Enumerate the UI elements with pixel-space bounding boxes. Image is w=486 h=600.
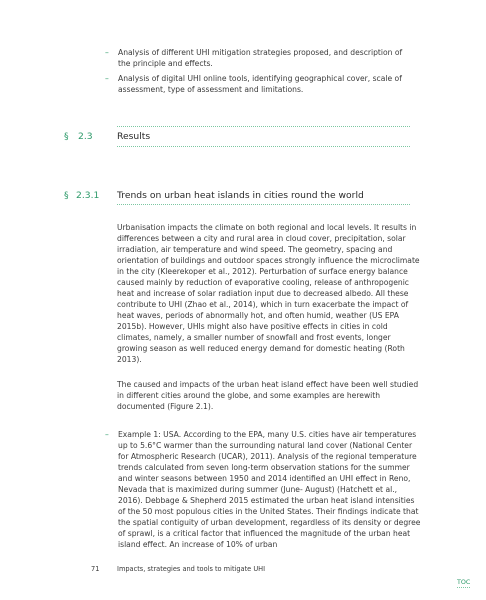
bullet-item (105, 47, 415, 69)
subsection-title: Trends on urban heat islands in cities round the world (117, 190, 364, 201)
bullet-text: Analysis of different UHI mitigation strategies proposed, and description of the principle and effects. (118, 48, 403, 68)
toc-link[interactable]: TOC (457, 578, 471, 586)
section-bottom-rule (117, 146, 410, 147)
subsection-number: 2.3.1 (76, 190, 100, 201)
section-mark: § (64, 131, 69, 142)
bullet-item (105, 73, 415, 95)
subsection-mark: § (64, 190, 69, 201)
bullet-dash: – (105, 48, 109, 57)
bullet-text: Analysis of digital UHI online tools, identifying geographical cover, scale of assessment, type of assessment and limitations. (118, 74, 402, 94)
example-text: Example 1: USA. According to the EPA, many U.S. cities have air temperatures up to 5.6°C warmer than the surrounding natural land cover (National Center for Atmospheric Research (UCAR), 2011). Analysis of the regional temperature trends calculated from seven long-term observation stations for the summer and winter seasons between 1950 and 2014 identified an UHI effect in Reno, Nevada that is maximized during summer (June- August) (Hatchett et al., 2016). Debbage & Shepherd 2015 estimated the urban heat island intensities of the 50 most populous cities in the United States. Their findings indicate that the spatial contiguity of urban development, regardless of its density or degree of sprawl, is a critical factor that influenced the magnitude of the urban heat island effect. An increase of 10% of urban (118, 430, 421, 549)
section-number: 2.3 (78, 131, 93, 142)
section-top-rule (117, 126, 410, 127)
body-paragraph: The caused and impacts of the urban heat island effect have been well studied in different cities around the globe, and some examples are herewith documented (Figure 2.1). (117, 380, 419, 411)
running-footer-title: Impacts, strategies and tools to mitigate UHI (117, 565, 266, 573)
bullet-dash: – (105, 74, 109, 83)
bullet-dash: – (105, 430, 109, 439)
body-paragraph: Urbanisation impacts the climate on both regional and local levels. It results in differences between a city and rural area in cloud cover, precipitation, solar irradiation, air temperature and wind speed. The geometry, spacing and orientation of buildings and outdoor spaces strongly influence the microclimate in the city (Kleerekoper et al., 2012). Perturbation of surface energy balance caused mainly by reduction of evaporative cooling, release of anthropogenic heat and increase of solar radiation input due to decreased albedo. All these contribute to UHI (Zhao et al., 2014), which in turn exacerbate the impact of heat waves, periods of abnormally hot, and often humid, weather (US EPA 2015b). However, UHIs might also have positive effects in cities in cold climates, namely, a smaller number of snowfall and frost events, longer growing season as well reduced energy demand for domestic heating (Roth 2013). (117, 223, 420, 364)
section-title: Results (117, 131, 151, 142)
page-number: 71 (91, 565, 100, 573)
example-item (105, 429, 423, 550)
subsection-rule (117, 204, 410, 205)
